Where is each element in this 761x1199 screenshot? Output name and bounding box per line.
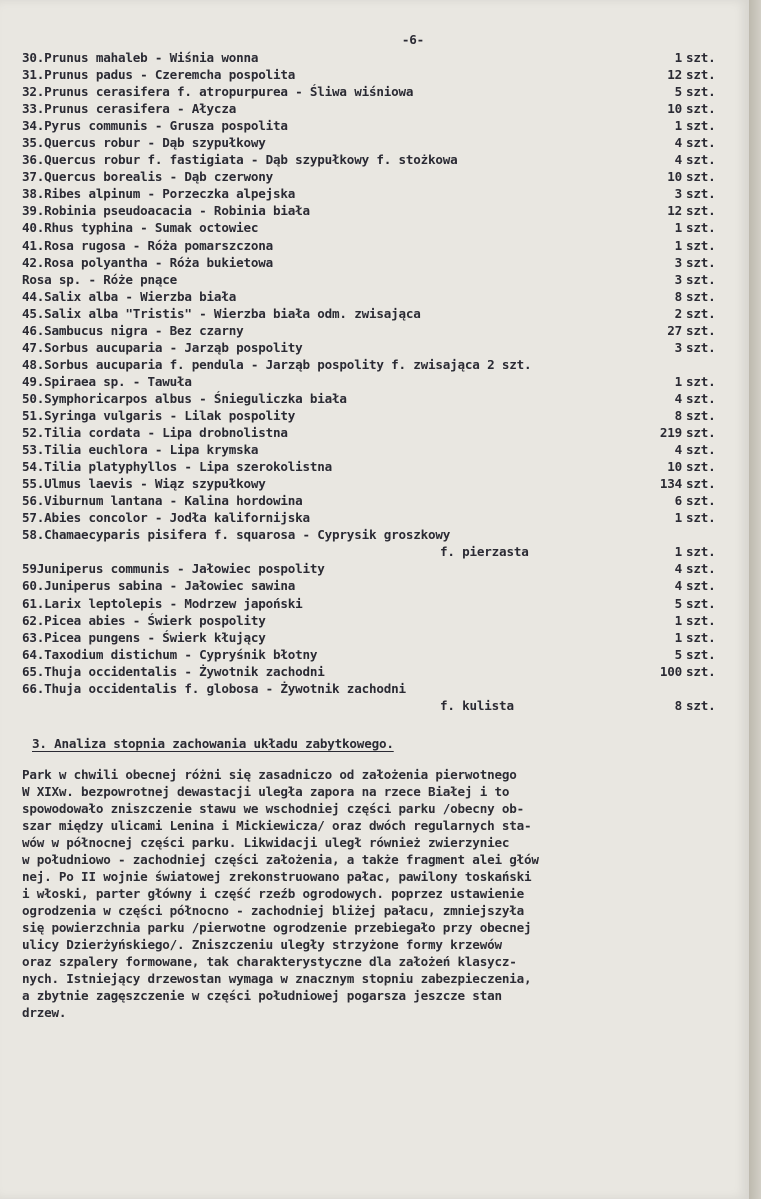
species-name: 65.Thuja occidentalis - Żywotnik zachodni [22, 663, 325, 679]
list-item [22, 185, 734, 202]
paragraph-line: ogrodzenia w części północno - zachodniej bliżej pałacu, zmniejszyła [22, 902, 524, 918]
paragraph-line: ulicy Dzierżyńskiego/. Zniszczeniu uległy strzyżone formy krzewów [22, 936, 502, 952]
list-item [22, 168, 734, 185]
species-name: 39.Robinia pseudoacacia - Robinia biała [22, 203, 310, 219]
species-name: 31.Prunus padus - Czeremcha pospolita [22, 67, 296, 83]
page-edge [749, 0, 761, 1199]
list-item [22, 680, 734, 697]
list-item [22, 117, 734, 134]
paragraph-line: nych. Istniejący drzewostan wymaga w znacznym stopniu zabezpieczenia, [22, 970, 532, 986]
unit: szt. [686, 629, 716, 645]
plant-list [22, 49, 734, 714]
unit: szt. [686, 67, 716, 83]
species-name: 45.Salix alba "Tristis" - Wierzba biała odm. zwisająca [22, 305, 421, 321]
unit: szt. [686, 271, 716, 287]
list-item [22, 577, 734, 594]
unit: szt. [686, 578, 716, 594]
species-name: 40.Rhus typhina - Sumak octowiec [22, 220, 259, 236]
list-item [22, 237, 734, 254]
paragraph-line: nej. Po II wojnie światowej zrekonstruowano pałac, pawilony toskański [22, 868, 532, 884]
unit: szt. [686, 442, 716, 458]
list-item [22, 339, 734, 356]
species-name: 46.Sambucus nigra - Bez czarny [22, 322, 244, 338]
unit: szt. [686, 459, 716, 475]
unit: szt. [686, 663, 716, 679]
list-item [22, 254, 734, 271]
unit: szt. [686, 510, 716, 526]
paragraph-line: spowodowało zniszczenie stawu we wschodniej części parku /obecny ob- [22, 800, 524, 816]
species-name: 66.Thuja occidentalis f. globosa - Żywotnik zachodni [22, 680, 406, 696]
unit: szt. [686, 373, 716, 389]
species-name: 58.Chamaecyparis pisifera f. squarosa - Cyprysik groszkowy [22, 527, 451, 543]
list-item [22, 458, 734, 475]
quantity: 3 [674, 186, 682, 202]
unit: szt. [686, 101, 716, 117]
unit: szt. [686, 50, 716, 65]
unit: szt. [686, 390, 716, 406]
paragraph-line: wów w północnej części parku. Likwidacji uległ również zwierzyniec [22, 834, 510, 850]
quantity: 3 [674, 339, 682, 355]
unit: szt. [686, 152, 716, 168]
unit: szt. [686, 305, 716, 321]
unit: szt. [686, 186, 716, 202]
species-name: 62.Picea abies - Świerk pospolity [22, 612, 266, 628]
paragraph-line: Park w chwili obecnej różni się zasadniczo od założenia pierwotnego [22, 766, 517, 782]
species-name: 30.Prunus mahaleb - Wiśnia wonna [22, 50, 259, 65]
quantity: 4 [674, 578, 682, 594]
paragraph-line: szar między ulicami Lenina i Mickiewicza/ oraz dwóch regularnych sta- [22, 817, 532, 833]
quantity: 27 [667, 322, 682, 338]
list-item [22, 492, 734, 509]
list-item [22, 322, 734, 339]
species-name: 36.Quercus robur f. fastigiata - Dąb szypułkowy f. stożkowa [22, 152, 458, 168]
species-name: 38.Ribes alpinum - Porzeczka alpejska [22, 186, 296, 202]
list-item [22, 83, 734, 100]
species-name: 60.Juniperus sabina - Jałowiec sawina [22, 578, 296, 594]
quantity: 1 [674, 237, 682, 253]
species-name: 55.Ulmus laevis - Wiąz szypułkowy [22, 476, 266, 492]
quantity: 1 [674, 629, 682, 645]
list-item [22, 390, 734, 407]
unit: szt. [686, 476, 716, 492]
species-name: 41.Rosa rugosa - Róża pomarszczona [22, 237, 273, 253]
species-name: 47.Sorbus aucuparia - Jarząb pospolity [22, 339, 303, 355]
species-name: Rosa sp. - Róże pnące [22, 271, 178, 287]
quantity: 219 [659, 425, 682, 441]
quantity: 4 [674, 135, 682, 151]
list-item [22, 356, 734, 373]
quantity: 2 [674, 305, 682, 321]
list-item [22, 134, 734, 151]
list-item [22, 202, 734, 219]
paragraph-line: a zbytnie zagęszczenie w części południowej pogarsza jeszcze stan [22, 987, 502, 1003]
unit: szt. [686, 407, 716, 423]
unit: szt. [686, 254, 716, 270]
paragraph-line: W XIXw. bezpowrotnej dewastacji uległa zapora na rzece Białej i to [22, 783, 510, 799]
list-item [22, 663, 734, 680]
analysis-paragraph [22, 766, 734, 1021]
paragraph-line: oraz szpalery formowane, tak charakterystyczne dla założeń klasycz- [22, 953, 517, 969]
unit: szt. [686, 220, 716, 236]
species-name: f. kulista [440, 697, 514, 713]
species-name: 56.Viburnum lantana - Kalina hordowina [22, 493, 303, 509]
list-item [22, 66, 734, 83]
quantity: 12 [667, 67, 682, 83]
species-name: 59Juniperus communis - Jałowiec pospolity [22, 561, 325, 577]
species-name: 44.Salix alba - Wierzba biała [22, 288, 237, 304]
species-name: 35.Quercus robur - Dąb szypułkowy [22, 135, 266, 151]
quantity: 100 [659, 663, 682, 679]
quantity: 5 [674, 84, 682, 100]
quantity: 1 [674, 373, 682, 389]
quantity: 1 [674, 544, 682, 560]
species-name: 33.Prunus cerasifera - Ałycza [22, 101, 237, 117]
paragraph-line: w południowo - zachodniej części założenia, a także fragment alei głów [22, 851, 539, 867]
unit: szt. [686, 561, 716, 577]
list-item [22, 595, 734, 612]
quantity: 4 [674, 390, 682, 406]
quantity: 10 [667, 459, 682, 475]
quantity: 5 [674, 595, 682, 611]
species-name: 42.Rosa polyantha - Róża bukietowa [22, 254, 273, 270]
page-number: -6- [401, 32, 425, 47]
species-name: 51.Syringa vulgaris - Lilak pospolity [22, 407, 296, 423]
species-name: 53.Tilia euchlora - Lipa krymska [22, 442, 259, 458]
quantity: 1 [674, 50, 682, 65]
list-item [22, 697, 734, 714]
species-name: 54.Tilia platyphyllos - Lipa szerokolistna [22, 459, 333, 475]
species-name: 32.Prunus cerasifera f. atropurpurea - Śliwa wiśniowa [22, 84, 414, 100]
species-name: 50.Symphoricarpos albus - Śnieguliczka biała [22, 390, 347, 406]
quantity: 8 [674, 697, 682, 713]
paragraph-line: się powierzchnia parku /pierwotne ogrodzenie przebiegało przy obecnej [22, 919, 532, 935]
quantity: 1 [674, 612, 682, 628]
quantity: 5 [674, 646, 682, 662]
list-item [22, 629, 734, 646]
list-item [22, 526, 734, 543]
list-item [22, 543, 734, 560]
list-item [22, 441, 734, 458]
species-name: 34.Pyrus communis - Grusza pospolita [22, 118, 288, 134]
quantity: 3 [674, 271, 682, 287]
quantity: 4 [674, 152, 682, 168]
list-item [22, 407, 734, 424]
quantity: 3 [674, 254, 682, 270]
list-item [22, 288, 734, 305]
list-item [22, 373, 734, 390]
quantity: 8 [674, 407, 682, 423]
paragraph-line: i włoski, parter główny i część rzeźb ogrodowych. poprzez ustawienie [22, 885, 524, 901]
unit: szt. [686, 339, 716, 355]
list-item [22, 560, 734, 577]
species-name: 61.Larix leptolepis - Modrzew japoński [22, 595, 303, 611]
quantity: 134 [659, 476, 682, 492]
unit: szt. [686, 118, 716, 134]
list-item [22, 305, 734, 322]
unit: szt. [686, 322, 716, 338]
list-item [22, 151, 734, 168]
quantity: 1 [674, 118, 682, 134]
unit: szt. [686, 612, 716, 628]
unit: szt. [686, 595, 716, 611]
quantity: 8 [674, 288, 682, 304]
unit: szt. [686, 646, 716, 662]
species-name: 48.Sorbus aucuparia f. pendula - Jarząb pospolity f. zwisająca 2 szt. [22, 356, 532, 372]
typewritten-document [22, 30, 734, 1021]
list-item [22, 424, 734, 441]
unit: szt. [686, 203, 716, 219]
list-item [22, 646, 734, 663]
species-name: f. pierzasta [440, 544, 529, 560]
quantity: 1 [674, 510, 682, 526]
quantity: 6 [674, 493, 682, 509]
unit: szt. [686, 237, 716, 253]
list-item [22, 271, 734, 288]
list-item [22, 219, 734, 236]
species-name: 52.Tilia cordata - Lipa drobnolistna [22, 425, 288, 441]
list-item [22, 49, 734, 66]
quantity: 4 [674, 561, 682, 577]
paragraph-line: drzew. [22, 1004, 67, 1020]
list-item [22, 475, 734, 492]
unit: szt. [686, 697, 716, 713]
unit: szt. [686, 135, 716, 151]
unit: szt. [686, 288, 716, 304]
species-name: 37.Quercus borealis - Dąb czerwony [22, 169, 273, 185]
quantity: 10 [667, 169, 682, 185]
quantity: 4 [674, 442, 682, 458]
unit: szt. [686, 425, 716, 441]
species-name: 64.Taxodium distichum - Cypryśnik błotny [22, 646, 318, 662]
list-item [22, 612, 734, 629]
species-name: 63.Picea pungens - Świerk kłujący [22, 629, 266, 645]
unit: szt. [686, 169, 716, 185]
list-item [22, 100, 734, 117]
species-name: 49.Spiraea sp. - Tawuła [22, 373, 192, 389]
species-name: 57.Abies concolor - Jodła kalifornijska [22, 510, 310, 526]
quantity: 1 [674, 220, 682, 236]
section-heading: 3. Analiza stopnia zachowania układu zabytkowego. [32, 735, 394, 751]
list-item [22, 509, 734, 526]
unit: szt. [686, 544, 716, 560]
quantity: 10 [667, 101, 682, 117]
unit: szt. [686, 493, 716, 509]
quantity: 12 [667, 203, 682, 219]
unit: szt. [686, 84, 716, 100]
